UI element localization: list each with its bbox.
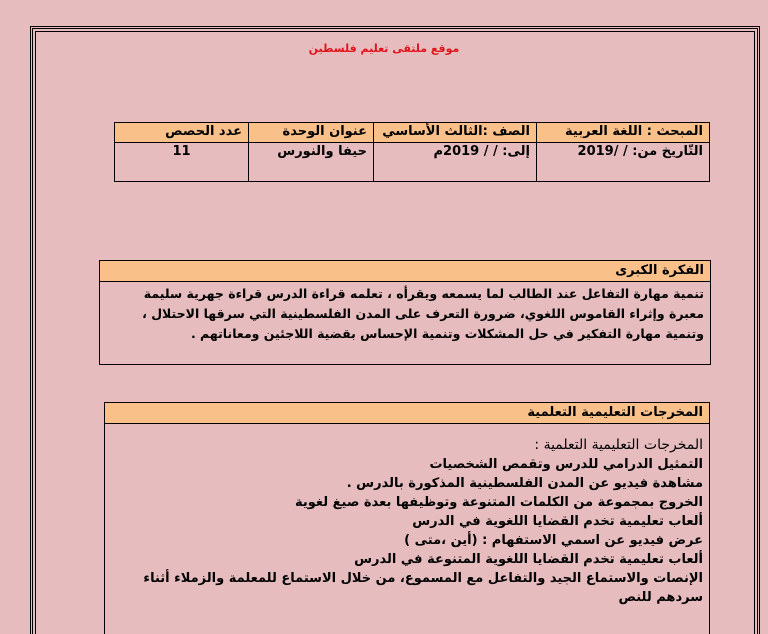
outcomes-box (104, 402, 710, 634)
unit-title-label-cell: عنوان الوحدة (249, 123, 374, 143)
date-to-cell: إلى: / / 2019م (374, 143, 537, 182)
lesson-info-table (114, 122, 710, 182)
info-header-row (115, 123, 710, 143)
grade-cell: الصف :الثالث الأساسي (374, 123, 537, 143)
site-header: موقع ملتقى تعليم فلسطين (308, 42, 460, 55)
subject-cell: المبحث : اللغة العربية (537, 123, 710, 143)
outcome-item: ألعاب تعليمية تخدم القضايا اللغوية في الدرس (412, 514, 703, 529)
big-idea-text: تنمية مهارة التفاعل عند الطالب لما يسمعه ويقرأه ، تعلمه قراءة الدرس قراءة جهرية سليمة معبرة وإثراء القاموس اللغوي، ضرورة التعرف على المدن الفلسطينية التي سرقها الاحتلال ، وتنمية مهارة التفكير في حل المشكلات وتنمية الإحساس بقضية اللاجئين ومعاناتهم . (142, 286, 704, 341)
outcome-item: ألعاب تعليمية تخدم القضايا اللغوية المتنوعة في الدرس (354, 552, 703, 567)
date-from-cell: التّاريخ من: / /2019 (537, 143, 710, 182)
periods-label-cell: عدد الحصص (115, 123, 249, 143)
outcome-item: التمثيل الدرامي للدرس وتقمص الشخصيات (429, 457, 703, 472)
big-idea-title: الفكرة الكبرى (100, 261, 710, 282)
outcomes-title: المخرجات التعليمية التعلمية (105, 403, 709, 424)
periods-cell: 11 (115, 143, 249, 182)
outcome-item: مشاهدة فيديو عن المدن الفلسطينية المذكورة بالدرس . (346, 476, 703, 491)
outcome-item: عرض فيديو عن اسمي الاستفهام : (أين ،متى ) (404, 533, 703, 548)
outcome-item: الخروج بمجموعة من الكلمات المتنوعة وتوظيفها بعدة صيغ لغوية (294, 495, 703, 510)
outcomes-body (105, 424, 709, 609)
outcomes-subtitle: المخرجات التعليمية التعلمية : (534, 437, 703, 453)
info-values-row (115, 143, 710, 182)
outcome-item: الإنصات والاستماع الجيد والتفاعل مع المسموع، من خلال الاستماع للمعلمة والزملاء أثناء سردهم للنص (143, 571, 703, 605)
big-idea-box (99, 260, 711, 365)
unit-title-cell: حيفا والنورس (249, 143, 374, 182)
